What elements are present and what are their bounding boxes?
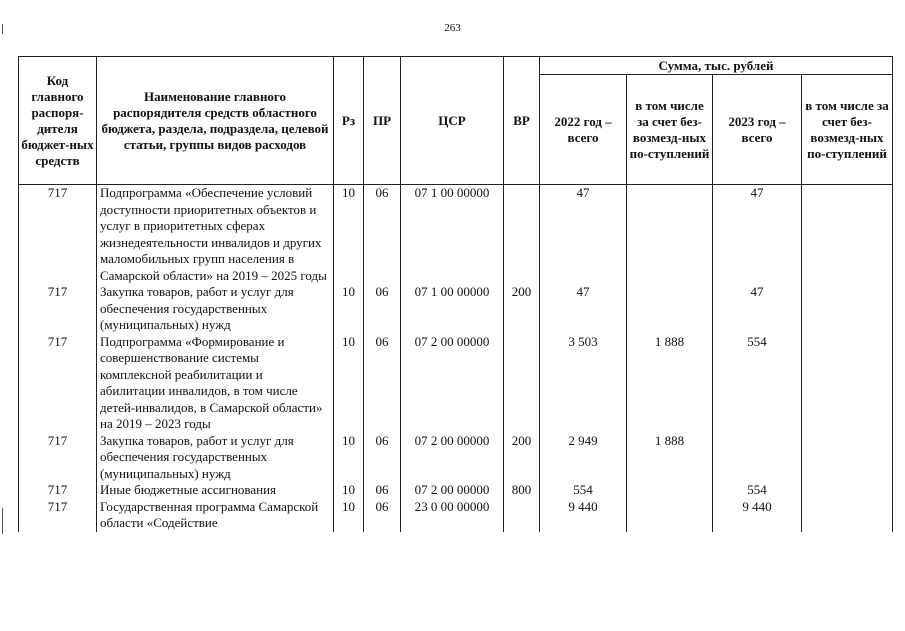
cell-vr: 200 xyxy=(504,284,540,334)
cell-vr xyxy=(504,334,540,433)
cell-code: 717 xyxy=(19,185,97,285)
header-pr: ПР xyxy=(364,57,401,185)
cell-2023-free xyxy=(802,433,893,483)
header-2023-free: в том числе за счет без-возмезд-ных по-ступлений xyxy=(802,75,893,185)
cell-code: 717 xyxy=(19,334,97,433)
cell-2022-total: 47 xyxy=(540,185,627,285)
cell-csr: 07 2 00 00000 xyxy=(401,482,504,499)
cell-2023-total: 47 xyxy=(713,284,802,334)
cell-name: Иные бюджетные ассигнования xyxy=(97,482,334,499)
cell-csr: 23 0 00 00000 xyxy=(401,499,504,532)
cell-2022-free xyxy=(627,284,713,334)
cell-csr: 07 2 00 00000 xyxy=(401,433,504,483)
cell-2022-total: 3 503 xyxy=(540,334,627,433)
cell-2022-total: 9 440 xyxy=(540,499,627,532)
cell-2023-free xyxy=(802,482,893,499)
cell-vr: 200 xyxy=(504,433,540,483)
table-row xyxy=(19,433,893,483)
cell-rz: 10 xyxy=(334,284,364,334)
page-number: 263 xyxy=(444,22,461,34)
cell-pr: 06 xyxy=(364,185,401,285)
cell-code: 717 xyxy=(19,284,97,334)
cell-code: 717 xyxy=(19,433,97,483)
table-body xyxy=(19,185,893,532)
cell-rz: 10 xyxy=(334,433,364,483)
cell-name: Закупка товаров, работ и услуг для обеспечения государственных (муниципальных) нужд xyxy=(97,284,334,334)
cell-code: 717 xyxy=(19,499,97,532)
cell-2022-total: 2 949 xyxy=(540,433,627,483)
cell-2022-free xyxy=(627,499,713,532)
cell-vr xyxy=(504,499,540,532)
cell-2023-free xyxy=(802,284,893,334)
table-row xyxy=(19,499,893,532)
cell-rz: 10 xyxy=(334,334,364,433)
cell-rz: 10 xyxy=(334,499,364,532)
budget-table xyxy=(18,56,893,532)
scan-edge-mark xyxy=(2,24,3,34)
table-row xyxy=(19,482,893,499)
table-row xyxy=(19,334,893,433)
header-name: Наименование главного распорядителя средств областного бюджета, раздела, подраздела, целевой статьи, группы видов расходов xyxy=(97,57,334,185)
cell-name: Закупка товаров, работ и услуг для обеспечения государственных (муниципальных) нужд xyxy=(97,433,334,483)
cell-2022-total: 554 xyxy=(540,482,627,499)
table-row xyxy=(19,284,893,334)
cell-pr: 06 xyxy=(364,284,401,334)
cell-pr: 06 xyxy=(364,499,401,532)
header-2022-total: 2022 год – всего xyxy=(540,75,627,185)
cell-2022-total: 47 xyxy=(540,284,627,334)
table-row xyxy=(19,185,893,285)
cell-vr: 800 xyxy=(504,482,540,499)
header-csr: ЦСР xyxy=(401,57,504,185)
table-header xyxy=(19,57,893,185)
cell-name: Государственная программа Самарской области «Содействие xyxy=(97,499,334,532)
header-2023-total: 2023 год – всего xyxy=(713,75,802,185)
cell-csr: 07 2 00 00000 xyxy=(401,334,504,433)
cell-name: Подпрограмма «Формирование и совершенствование системы комплексной реабилитации и абилитации инвалидов, в том числе детей-инвалидов, в Самарской области» на 2019 – 2023 годы xyxy=(97,334,334,433)
cell-rz: 10 xyxy=(334,482,364,499)
header-code: Код главного распоря-дителя бюджет-ных средств xyxy=(19,57,97,185)
cell-pr: 06 xyxy=(364,433,401,483)
cell-2023-total xyxy=(713,433,802,483)
header-rz: Рз xyxy=(334,57,364,185)
cell-name: Подпрограмма «Обеспечение условий доступности приоритетных объектов и услуг в приоритетных сферах жизнедеятельности инвалидов и других маломобильных групп населения в Самарской области» на 2019 – 2025 годы xyxy=(97,185,334,285)
cell-pr: 06 xyxy=(364,482,401,499)
cell-2023-total: 554 xyxy=(713,334,802,433)
scan-edge-mark xyxy=(2,508,3,534)
header-2022-free: в том числе за счет без-возмезд-ных по-ступлений xyxy=(627,75,713,185)
header-vr: ВР xyxy=(504,57,540,185)
cell-vr xyxy=(504,185,540,285)
cell-2023-free xyxy=(802,185,893,285)
cell-pr: 06 xyxy=(364,334,401,433)
cell-csr: 07 1 00 00000 xyxy=(401,185,504,285)
cell-2023-free xyxy=(802,499,893,532)
header-sum-group: Сумма, тыс. рублей xyxy=(540,57,893,75)
cell-2022-free xyxy=(627,482,713,499)
cell-2022-free: 1 888 xyxy=(627,433,713,483)
cell-csr: 07 1 00 00000 xyxy=(401,284,504,334)
cell-code: 717 xyxy=(19,482,97,499)
cell-2022-free: 1 888 xyxy=(627,334,713,433)
cell-2023-total: 9 440 xyxy=(713,499,802,532)
cell-2023-total: 47 xyxy=(713,185,802,285)
cell-2023-free xyxy=(802,334,893,433)
cell-2022-free xyxy=(627,185,713,285)
cell-rz: 10 xyxy=(334,185,364,285)
cell-2023-total: 554 xyxy=(713,482,802,499)
